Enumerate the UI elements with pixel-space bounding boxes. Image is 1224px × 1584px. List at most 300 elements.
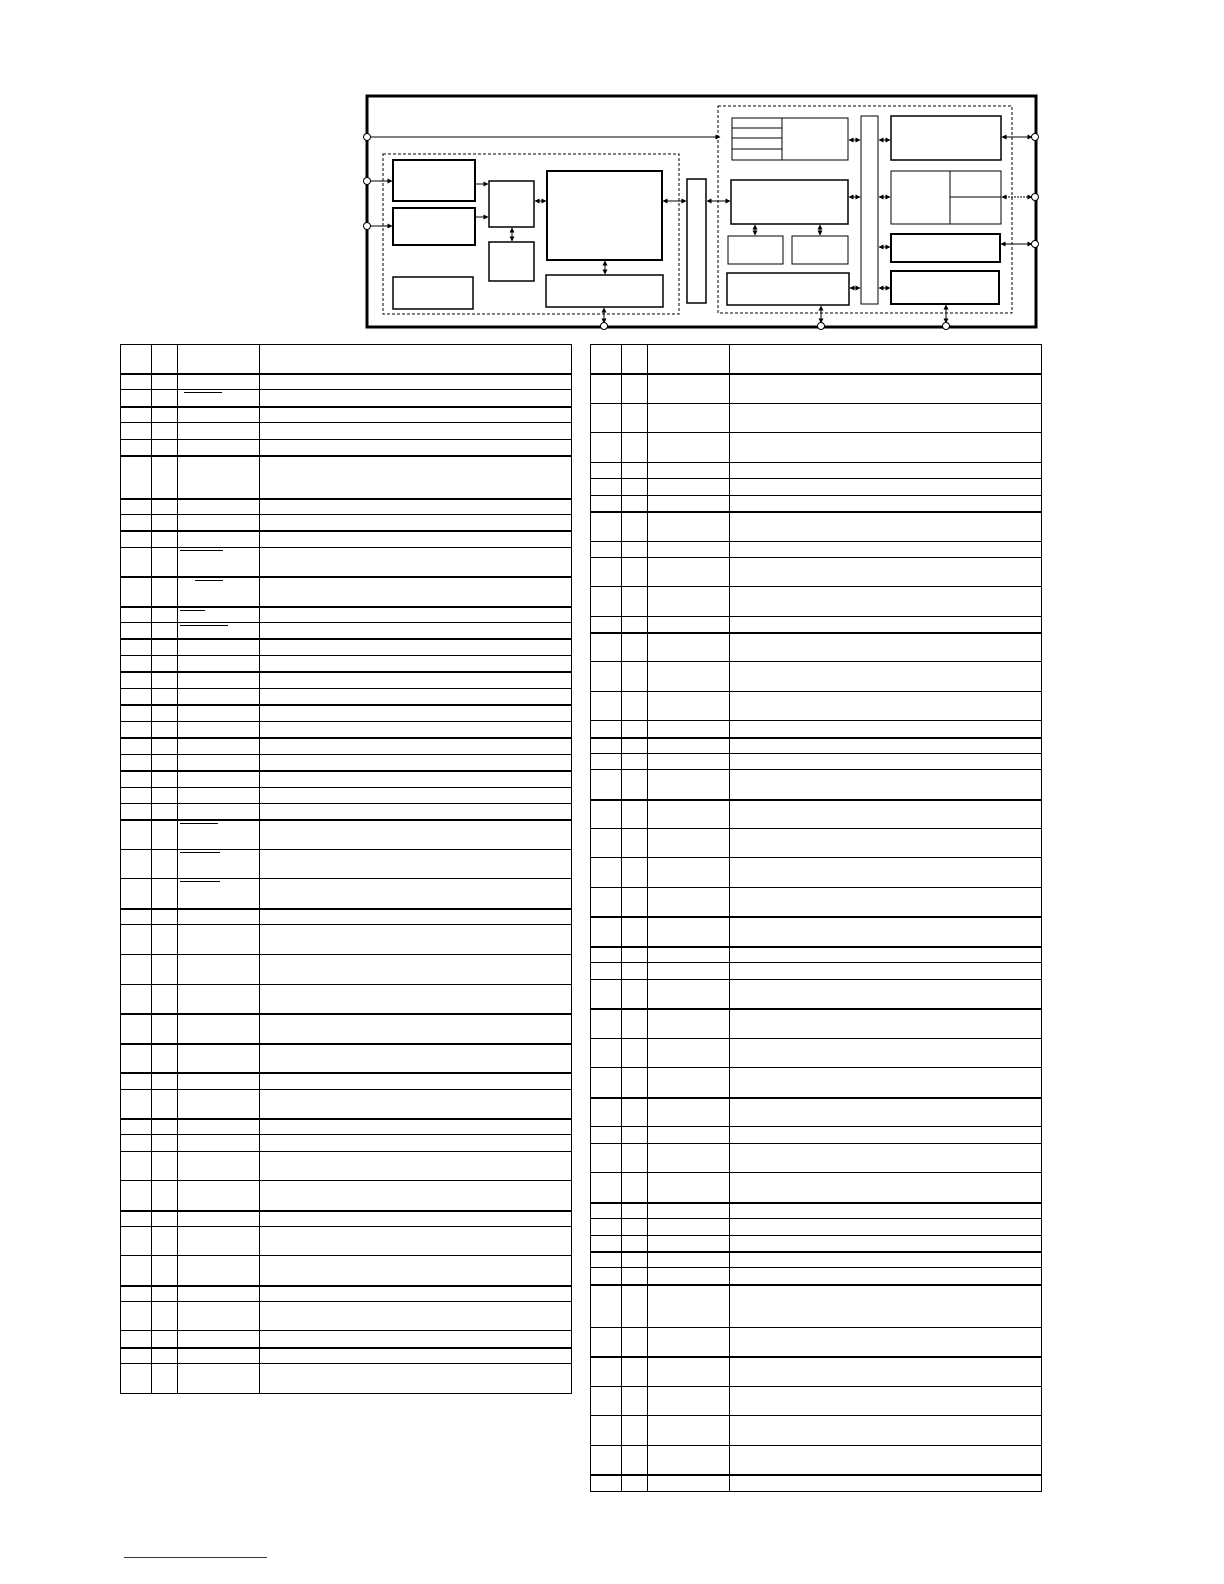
table-row [591, 963, 1042, 980]
cell-io [622, 1475, 648, 1492]
cell-pin [121, 607, 152, 623]
cell-function [260, 1014, 572, 1044]
table-row [121, 1073, 572, 1090]
cell-io [152, 607, 178, 623]
cell-pin [591, 1252, 622, 1268]
table-row [591, 1475, 1042, 1492]
cell-name [178, 423, 260, 440]
cell-pin [121, 1073, 152, 1090]
pin-table-right [590, 344, 1042, 1492]
cell-pin [121, 1152, 152, 1181]
table-header-row [591, 345, 1042, 374]
cell-name [178, 738, 260, 755]
cell-pin [591, 542, 622, 558]
cell-function [260, 1256, 572, 1286]
cell-io [622, 617, 648, 633]
table-row [121, 1331, 572, 1348]
cell-pin [591, 433, 622, 463]
cell-name [178, 440, 260, 456]
cell-io [152, 820, 178, 850]
cell-function [730, 738, 1042, 754]
cell-name [178, 390, 260, 407]
cell-function [730, 433, 1042, 463]
cell-function [260, 738, 572, 755]
cell-name [178, 722, 260, 738]
cell-io [622, 1416, 648, 1446]
in-block-1 [393, 160, 475, 201]
cell-function [730, 963, 1042, 980]
cell-pin [121, 722, 152, 738]
in-block-2 [393, 208, 475, 245]
table-row [121, 1286, 572, 1302]
sub-block-a [728, 236, 783, 264]
table-row [591, 888, 1042, 917]
cell-io [622, 917, 648, 947]
cell-pin [591, 980, 622, 1009]
column-header [121, 345, 152, 374]
cell-pin [121, 374, 152, 390]
cell-io [622, 738, 648, 754]
cell-pin [121, 1302, 152, 1331]
table-row [121, 1090, 572, 1119]
cell-io [622, 770, 648, 800]
table-row [121, 1348, 572, 1364]
cell-pin [591, 1203, 622, 1219]
cell-pin [591, 1009, 622, 1039]
cell-pin [591, 692, 622, 721]
cell-pin [121, 771, 152, 788]
cell-function [730, 1328, 1042, 1357]
cell-name [648, 692, 730, 721]
table-row [591, 1252, 1042, 1268]
cell-io [622, 858, 648, 888]
cell-pin [591, 1446, 622, 1475]
pin-terminal [943, 323, 950, 330]
cell-name [648, 754, 730, 770]
cell-pin [591, 738, 622, 754]
cell-io [622, 1252, 648, 1268]
table-row [121, 423, 572, 440]
cell-name [648, 433, 730, 463]
cell-pin [121, 390, 152, 407]
cell-pin [591, 1039, 622, 1068]
cell-function [260, 1286, 572, 1302]
cell-name [648, 1009, 730, 1039]
cell-io [152, 456, 178, 499]
cell-pin [591, 1475, 622, 1492]
cell-function [260, 1181, 572, 1211]
cell-function [260, 423, 572, 440]
cell-name [648, 1068, 730, 1098]
table-row [591, 1328, 1042, 1357]
cell-function [260, 1348, 572, 1364]
cell-io [622, 479, 648, 496]
table-row [121, 1211, 572, 1227]
cell-io [152, 1181, 178, 1211]
cell-name [178, 656, 260, 672]
cell-name [178, 374, 260, 390]
cell-name [178, 1135, 260, 1152]
cell-name [648, 963, 730, 980]
cell-name [178, 1152, 260, 1181]
cell-name [178, 1014, 260, 1044]
pin-terminal [364, 134, 371, 141]
cell-io [152, 955, 178, 985]
cell-pin [591, 1127, 622, 1144]
signal-overline [195, 580, 200, 581]
cell-function [730, 1068, 1042, 1098]
pin-table-left [120, 344, 572, 1394]
cell-name [648, 1387, 730, 1416]
cell-name [648, 633, 730, 662]
cell-name [178, 820, 260, 850]
cell-io [622, 1357, 648, 1387]
cell-function [730, 558, 1042, 587]
cell-name [178, 1227, 260, 1256]
cell-name [178, 607, 260, 623]
signal-overline [180, 823, 218, 824]
cell-function [260, 1119, 572, 1135]
cell-function [260, 804, 572, 820]
cell-pin [591, 662, 622, 692]
cell-pin [121, 639, 152, 656]
cell-function [260, 985, 572, 1014]
cell-name [178, 788, 260, 804]
cell-pin [591, 1285, 622, 1328]
cell-name [648, 1416, 730, 1446]
cell-name [178, 531, 260, 548]
cell-io [622, 888, 648, 917]
table-row [121, 1364, 572, 1394]
small-block [489, 242, 534, 281]
table-header-row [121, 345, 572, 374]
cell-pin [121, 909, 152, 925]
cell-function [260, 1135, 572, 1152]
cell-function [260, 755, 572, 771]
cell-function [730, 858, 1042, 888]
cell-pin [591, 404, 622, 433]
cell-io [152, 850, 178, 879]
cell-pin [591, 754, 622, 770]
cell-name [648, 800, 730, 829]
cell-io [152, 1227, 178, 1256]
table-row [121, 499, 572, 515]
cell-pin [121, 407, 152, 423]
signal-overline [180, 881, 220, 882]
cell-function [730, 496, 1042, 512]
cell-io [152, 407, 178, 423]
pin-terminal [1032, 241, 1039, 248]
cell-pin [591, 1098, 622, 1127]
cell-pin [121, 788, 152, 804]
cell-function [730, 1009, 1042, 1039]
cell-io [622, 587, 648, 617]
bus-arrows [512, 137, 1032, 323]
pin-terminal [364, 223, 371, 230]
cell-pin [591, 1236, 622, 1252]
column-header [648, 345, 730, 374]
cell-function [260, 407, 572, 423]
cell-function [260, 879, 572, 909]
core-block [547, 171, 662, 260]
cell-pin [591, 1357, 622, 1387]
cell-name [178, 1211, 260, 1227]
cell-pin [591, 1219, 622, 1236]
table-row [121, 879, 572, 909]
cell-function [730, 404, 1042, 433]
table-row [121, 1152, 572, 1181]
cell-io [622, 754, 648, 770]
pin-terminal [818, 323, 825, 330]
table-row [121, 390, 572, 407]
cell-io [152, 1331, 178, 1348]
cell-name [648, 1219, 730, 1236]
cell-io [622, 1127, 648, 1144]
signal-lines [370, 137, 720, 226]
cell-function [730, 542, 1042, 558]
cell-function [260, 577, 572, 607]
cell-name [648, 721, 730, 738]
table-row [591, 662, 1042, 692]
table-row [591, 1039, 1042, 1068]
cell-pin [121, 548, 152, 577]
table-row [591, 1416, 1042, 1446]
table-row [121, 722, 572, 738]
table-row [591, 692, 1042, 721]
cell-pin [591, 1268, 622, 1285]
cell-name [178, 456, 260, 499]
cell-function [260, 531, 572, 548]
table-row [591, 1285, 1042, 1328]
table-row [121, 515, 572, 531]
cell-pin [591, 770, 622, 800]
table-row [591, 1387, 1042, 1416]
cell-pin [591, 829, 622, 858]
cell-io [152, 623, 178, 639]
cell-name [178, 639, 260, 656]
cell-function [260, 722, 572, 738]
proc-block [731, 180, 848, 224]
table-row [591, 558, 1042, 587]
table-row [591, 512, 1042, 542]
cell-function [730, 980, 1042, 1009]
table-row [121, 1119, 572, 1135]
cell-pin [121, 672, 152, 689]
cell-name [648, 558, 730, 587]
table-row [591, 587, 1042, 617]
cell-pin [121, 1211, 152, 1227]
table-row [121, 1181, 572, 1211]
table-row [121, 639, 572, 656]
cell-function [730, 754, 1042, 770]
cell-name [178, 577, 260, 607]
cell-pin [121, 1135, 152, 1152]
cell-io [622, 1203, 648, 1219]
cell-name [178, 771, 260, 788]
table-row [121, 1227, 572, 1256]
cell-function [730, 1475, 1042, 1492]
cell-io [152, 423, 178, 440]
cell-name [178, 1119, 260, 1135]
cell-pin [591, 1144, 622, 1173]
table-row [591, 858, 1042, 888]
cell-pin [121, 499, 152, 515]
cell-io [152, 1014, 178, 1044]
cell-pin [121, 656, 152, 672]
cell-pin [121, 1227, 152, 1256]
cell-io [152, 1286, 178, 1302]
cell-function [730, 1416, 1042, 1446]
cell-pin [121, 1014, 152, 1044]
cell-name [648, 587, 730, 617]
cell-io [152, 1044, 178, 1073]
table-row [591, 1173, 1042, 1203]
table-row [121, 820, 572, 850]
cell-name [648, 738, 730, 754]
table-row [121, 771, 572, 788]
signal-overline [180, 610, 205, 611]
cell-name [178, 850, 260, 879]
cell-name [178, 755, 260, 771]
table-row [121, 850, 572, 879]
cell-pin [591, 1173, 622, 1203]
cell-io [152, 499, 178, 515]
cell-function [730, 1357, 1042, 1387]
io-block-1 [891, 116, 1001, 160]
cell-function [730, 1098, 1042, 1127]
table-row [591, 754, 1042, 770]
cell-pin [121, 1348, 152, 1364]
table-row [121, 1014, 572, 1044]
cell-pin [121, 577, 152, 607]
cell-function [730, 1387, 1042, 1416]
cell-pin [591, 800, 622, 829]
cell-name [178, 672, 260, 689]
cell-function [260, 515, 572, 531]
cell-function [730, 1127, 1042, 1144]
sub-block-b [792, 236, 848, 264]
table-row [121, 1044, 572, 1073]
cell-function [260, 1090, 572, 1119]
cell-io [152, 672, 178, 689]
signal-overline [200, 580, 223, 581]
cell-function [730, 770, 1042, 800]
cell-io [152, 925, 178, 955]
column-header [730, 345, 1042, 374]
cell-name [648, 858, 730, 888]
pin-terminal [1032, 134, 1039, 141]
cell-function [730, 1039, 1042, 1068]
cell-name [648, 542, 730, 558]
cell-pin [121, 820, 152, 850]
cell-function [730, 917, 1042, 947]
cell-pin [591, 888, 622, 917]
cell-function [260, 1211, 572, 1227]
cell-io [622, 1387, 648, 1416]
cell-io [622, 692, 648, 721]
cell-io [152, 390, 178, 407]
cell-name [648, 888, 730, 917]
cell-function [730, 1252, 1042, 1268]
cell-name [178, 955, 260, 985]
cell-pin [591, 917, 622, 947]
cell-io [622, 1268, 648, 1285]
cell-name [178, 705, 260, 722]
cell-pin [591, 463, 622, 479]
cell-io [152, 788, 178, 804]
cell-name [648, 1098, 730, 1127]
cell-name [178, 689, 260, 705]
cell-pin [121, 531, 152, 548]
cell-name [178, 1348, 260, 1364]
cell-function [260, 499, 572, 515]
cell-name [648, 1173, 730, 1203]
cell-io [622, 1219, 648, 1236]
cell-io [152, 1135, 178, 1152]
table-row [121, 407, 572, 423]
left-region [383, 154, 679, 314]
table-row [591, 463, 1042, 479]
column-header [178, 345, 260, 374]
cell-io [152, 705, 178, 722]
cell-function [730, 587, 1042, 617]
table-row [591, 1009, 1042, 1039]
cell-function [730, 800, 1042, 829]
cell-name [648, 1268, 730, 1285]
table-row [591, 496, 1042, 512]
cell-io [622, 1328, 648, 1357]
cell-io [152, 689, 178, 705]
cell-pin [121, 623, 152, 639]
table-row [121, 909, 572, 925]
table-row [121, 577, 572, 607]
bottom-block [727, 273, 849, 305]
cell-name [178, 623, 260, 639]
cell-io [152, 374, 178, 390]
cell-name [648, 917, 730, 947]
table-row [591, 542, 1042, 558]
cell-io [622, 1039, 648, 1068]
cell-name [648, 1039, 730, 1068]
table-row [591, 829, 1042, 858]
table-row [121, 607, 572, 623]
right-region [718, 106, 1012, 313]
cell-function [260, 705, 572, 722]
cell-function [730, 1268, 1042, 1285]
cell-function [260, 1302, 572, 1331]
cell-pin [591, 479, 622, 496]
bus-block [687, 179, 706, 303]
cell-name [648, 374, 730, 404]
cell-function [260, 1044, 572, 1073]
cell-name [178, 1364, 260, 1394]
cell-io [152, 985, 178, 1014]
cell-io [152, 639, 178, 656]
cell-pin [591, 947, 622, 963]
cell-io [152, 909, 178, 925]
signal-overline [180, 852, 220, 853]
cell-name [178, 925, 260, 955]
cell-io [622, 496, 648, 512]
cell-io [152, 1364, 178, 1394]
table-row [121, 1135, 572, 1152]
cell-name [648, 479, 730, 496]
table-row [591, 1068, 1042, 1098]
cell-io [152, 738, 178, 755]
table-row [121, 755, 572, 771]
chip-outline [367, 96, 1036, 327]
pin-terminal [364, 178, 371, 185]
